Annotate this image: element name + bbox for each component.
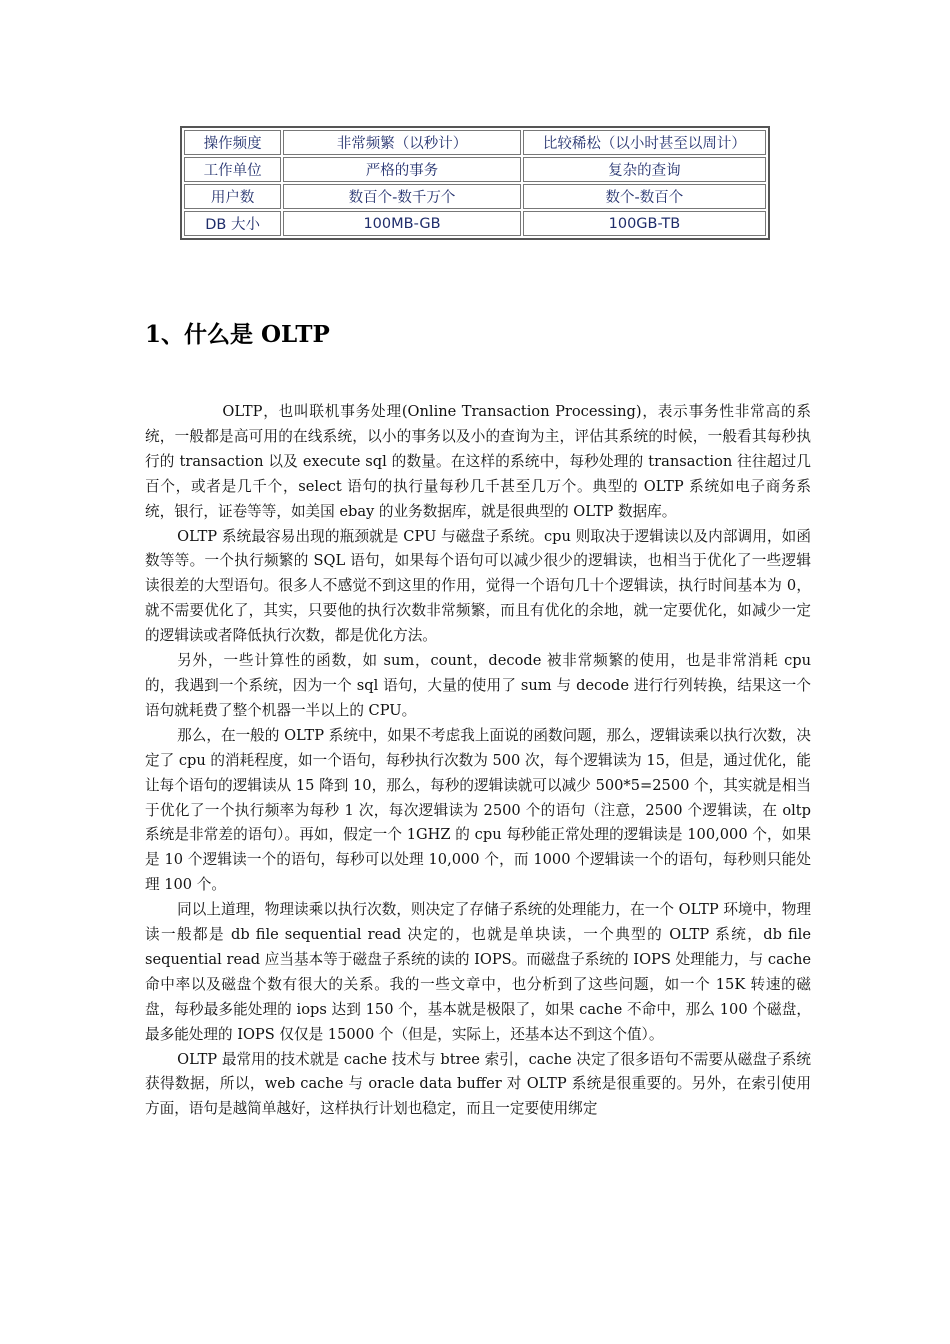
table-cell: 数个-数百个 — [523, 184, 766, 209]
paragraph: 那么，在一般的 OLTP 系统中，如果不考虑我上面说的函数问题，那么，逻辑读乘以执行次数，决定了 cpu 的消耗程度，如一个语句，每秒执行次数为 500 次，每个逻辑读为 15，但是，通过优化，能让每个语句的逻辑读从 15 降到 10，那么，每秒的逻辑读就可以减少 500*5=2500 个，其实就是相当于优化了一个执行频率为每秒 1 次，每次逻辑读为 2500 个的语句（注意，2500 个逻辑读，在 oltp 系统是非常差的语句）。再如，假定一个 1GHZ 的 cpu 每秒能正常处理的逻辑读是 100,000 个，如果是 10 个逻辑读一个的语句，每秒可以处理 10,000 个，而 1000 个逻辑读一个的语句，每秒则只能处理 100 个。 — [145, 726, 811, 894]
paragraph: 同以上道理，物理读乘以执行次数，则决定了存储子系统的处理能力，在一个 OLTP 环境中，物理读一般都是 db file sequential read 决定的，也就是单块读，一个典型的 OLTP 系统，db file sequential read 应当基本等于磁盘子系统的读的 IOPS。而磁盘子系统的 IOPS 处理能力，与 cache 命中率以及磁盘个数有很大的关系。我的一些文章中，也分析到了这些问题，如一个 15K 转速的磁盘，每秒最多能处理的 iops 达到 150 个，基本就是极限了，如果 cache 不命中，那么 100 个磁盘，最多能处理的 IOPS 仅仅是 15000 个（但是，实际上，还基本达不到这个值）。 — [145, 901, 811, 1043]
table-row — [184, 184, 766, 209]
table-cell: 比较稀松（以小时甚至以周计） — [523, 130, 766, 155]
paragraph: 另外，一些计算性的函数，如 sum，count，decode 被非常频繁的使用，也是非常消耗 cpu 的，我遇到一个系统，因为一个 sql 语句，大量的使用了 sum 与 decode 进行行列转换，结果这一个语句就耗费了整个机器一半以上的 CPU。 — [145, 652, 811, 719]
table-cell: DB 大小 — [184, 211, 281, 236]
table-cell: 非常频繁（以秒计） — [283, 130, 521, 155]
table-cell: 复杂的查询 — [523, 157, 766, 182]
table-cell: 数百个-数千万个 — [283, 184, 521, 209]
comparison-table — [180, 126, 770, 240]
paragraph: OLTP 系统最容易出现的瓶颈就是 CPU 与磁盘子系统。cpu 则取决于逻辑读以及内部调用，如函数等等。一个执行频繁的 SQL 语句，如果每个语句可以减少很少的逻辑读，也相当于优化了一些逻辑读很差的大型语句。很多人不感觉不到这里的作用，觉得一个语句几十个逻辑读，执行时间基本为 0，就不需要优化了，其实，只要他的执行次数非常频繁，而且有优化的余地，就一定要优化，如减少一定的逻辑读或者降低执行次数，都是优化方法。 — [145, 527, 811, 645]
table-cell: 100MB-GB — [283, 211, 521, 236]
article-body — [145, 400, 811, 1122]
table-cell: 100GB-TB — [523, 211, 766, 236]
table-row — [184, 157, 766, 182]
table-row — [184, 211, 766, 236]
table-cell: 严格的事务 — [283, 157, 521, 182]
table-cell: 操作频度 — [184, 130, 281, 155]
table-row — [184, 130, 766, 155]
table-cell: 用户数 — [184, 184, 281, 209]
table-cell: 工作单位 — [184, 157, 281, 182]
paragraph: OLTP，也叫联机事务处理(Online Transaction Processing)，表示事务性非常高的系统，一般都是高可用的在线系统，以小的事务以及小的查询为主，评估其系统的时候，一般看其每秒执行的 transaction 以及 execute sql 的数量。在这样的系统中，每秒处理的 transaction 往往超过几百个，或者是几千个，select 语句的执行量每秒几千甚至几万个。典型的 OLTP 系统如电子商务系统，银行，证卷等等，如美国 ebay 的业务数据库，就是很典型的 OLTP 数据库。 — [145, 403, 811, 520]
section-heading: 1、什么是 OLTP — [145, 321, 330, 348]
paragraph: OLTP 最常用的技术就是 cache 技术与 btree 索引，cache 决定了很多语句不需要从磁盘子系统获得数据，所以，web cache 与 oracle data buffer 对 OLTP 系统是很重要的。另外，在索引使用方面，语句是越简单越好，这样执行计划也稳定，而且一定要使用绑定 — [145, 1050, 811, 1118]
